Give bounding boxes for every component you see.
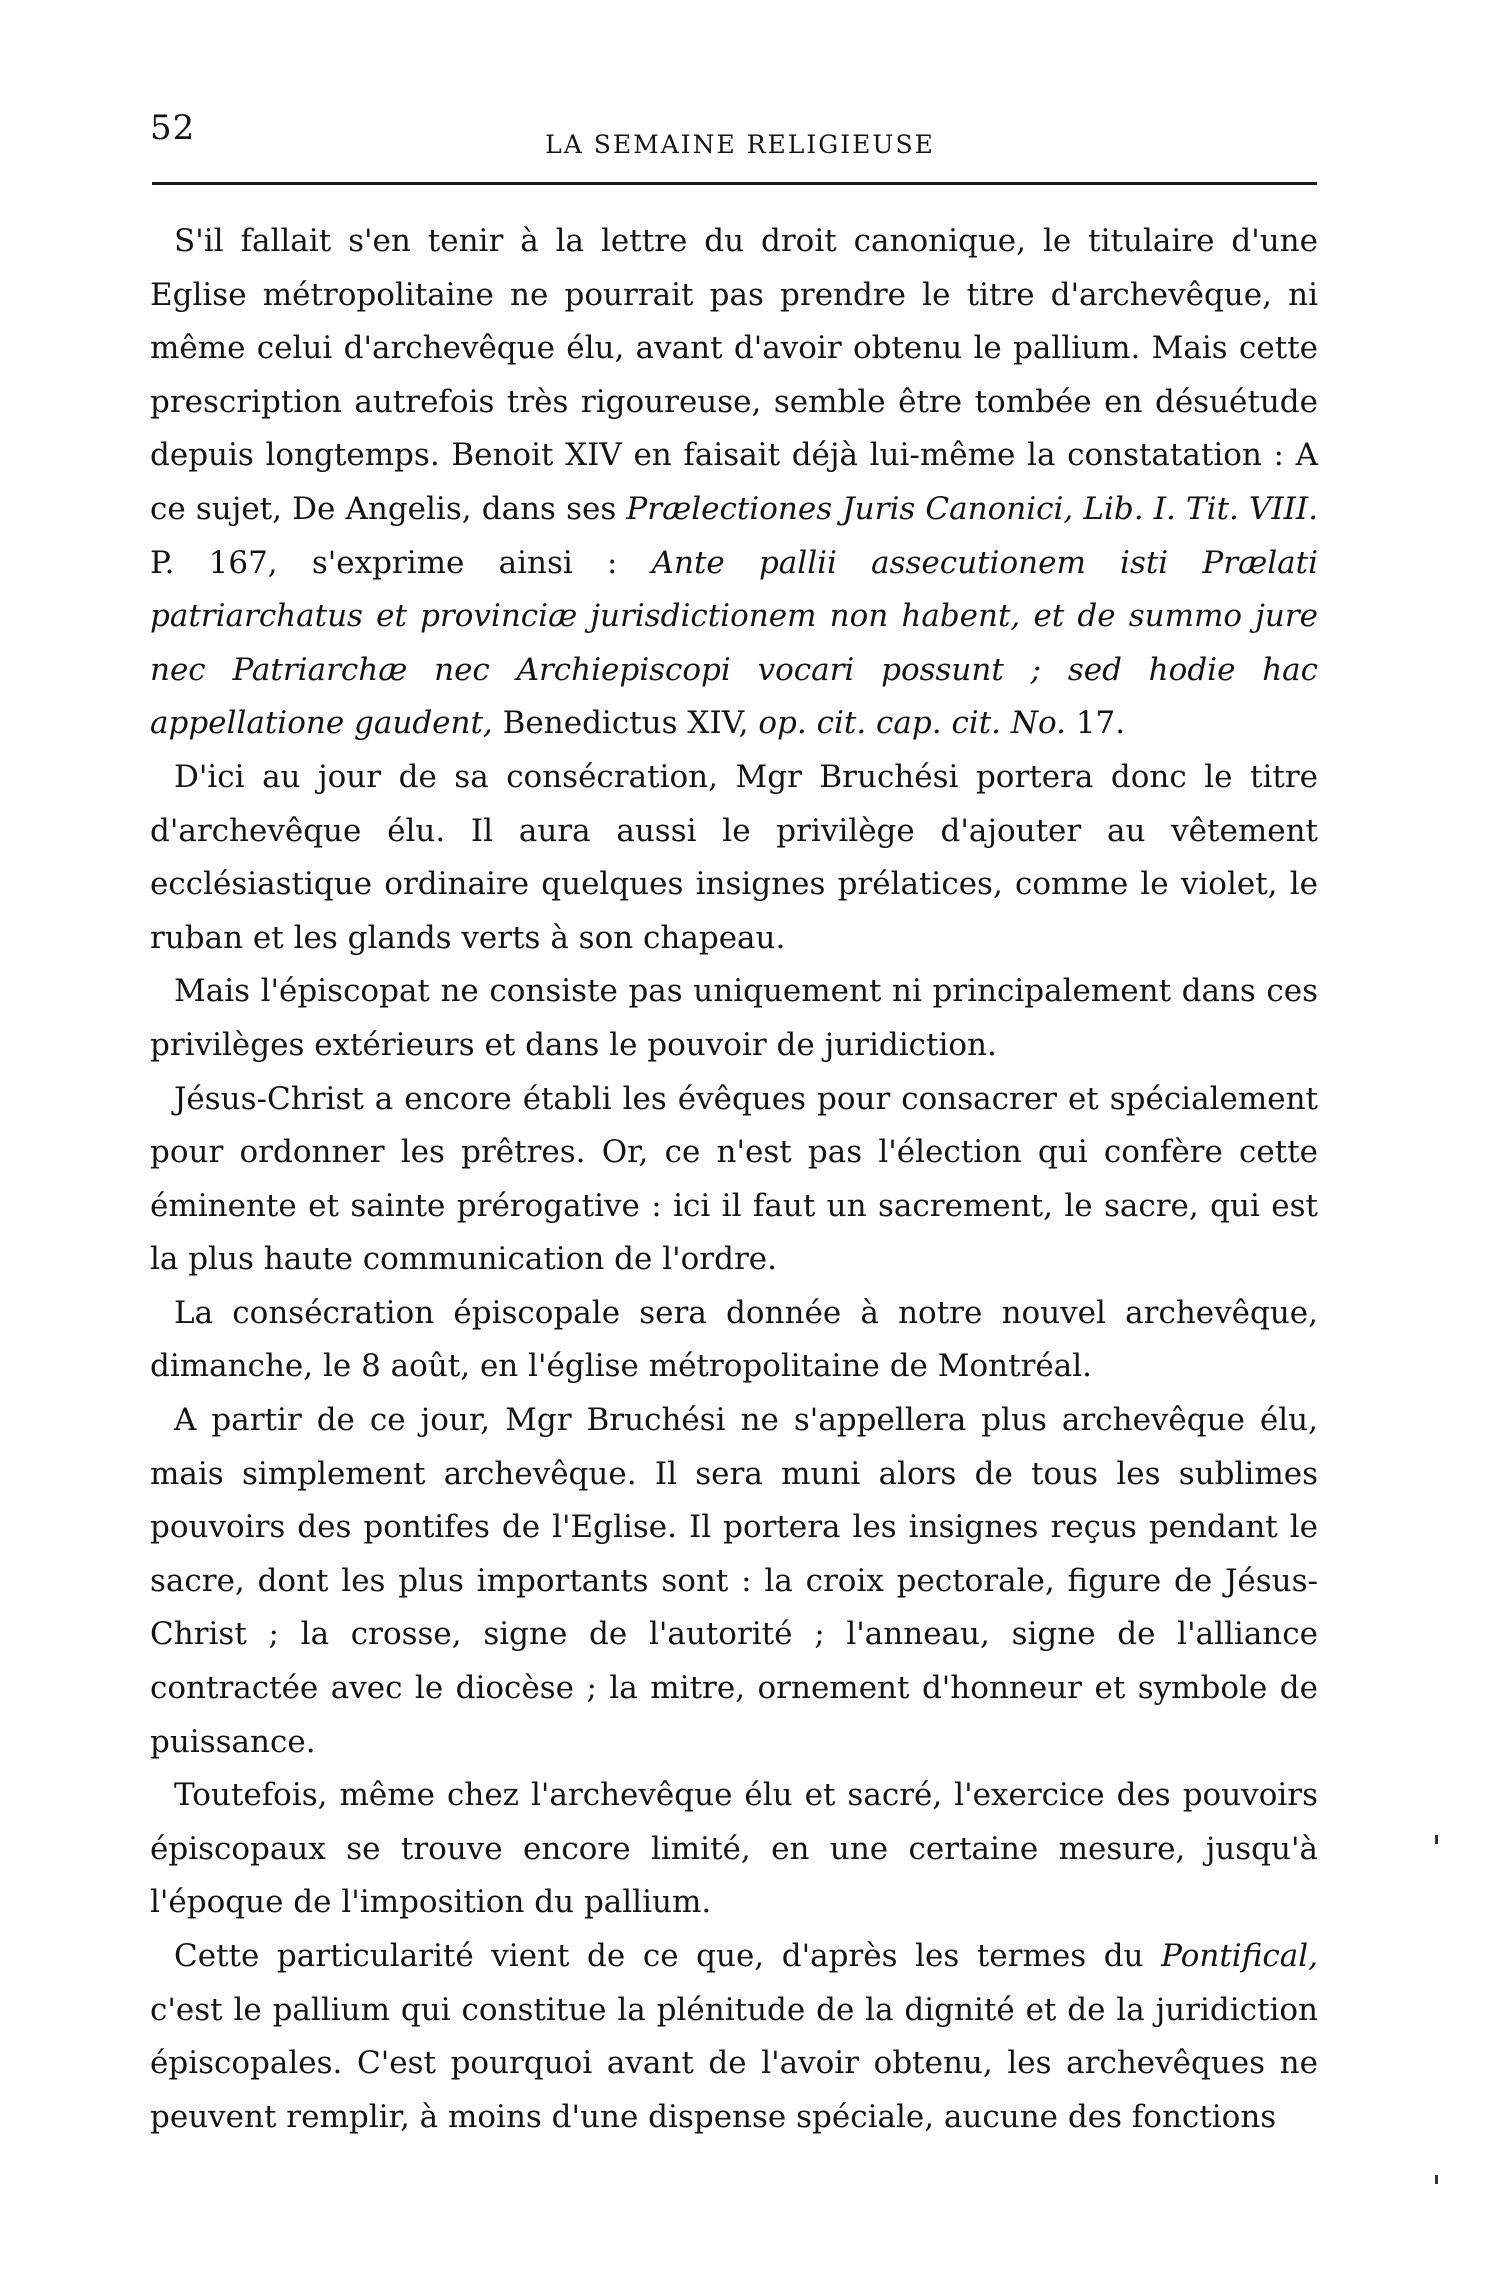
paragraph-1-citation: Prælectiones Juris Canonici, Lib. I. Tit. VIII. (626, 490, 1318, 527)
paragraph-5: La consécration épiscopale sera donnée à notre nouvel archevêque, dimanche, le 8 août, en l'église métropolitaine de Montréal. (150, 1294, 1318, 1385)
paragraph-1-reference: op. cit. cap. cit. No. (758, 705, 1066, 742)
paragraph-2: D'ici au jour de sa consécration, Mgr Bruchési portera donc le titre d'archevêque élu. Il aura aussi le privilège d'ajouter au vêtement ecclésiastique ordinaire quelques insignes prélatices, comme le violet, le ruban et les glands verts à son chapeau. (150, 758, 1318, 956)
margin-mark (1435, 1835, 1438, 1844)
paragraph-3: Mais l'épiscopat ne consiste pas uniquement ni principalement dans ces privilèges extérieurs et dans le pouvoir de juridiction. (150, 973, 1318, 1063)
paragraph-4: Jésus-Christ a encore établi les évêques pour consacrer et spécialement pour ordonner les prêtres. Or, ce n'est pas l'élection qui confère cette éminente et sainte prérogative : ici il faut un sacrement, le sacre, qui est la plus haute communication de l'ordre. (150, 1080, 1318, 1278)
running-title: LA SEMAINE RELIGIEUSE (545, 130, 935, 159)
paragraph-8 (150, 1930, 1318, 2144)
page-header (150, 108, 1330, 168)
paragraph-1-text-g: 17. (1065, 705, 1126, 742)
paragraph-8-pontifical: Pontifical, (1161, 1938, 1318, 1974)
body-text (150, 215, 1318, 2144)
margin-mark (1435, 2175, 1438, 2184)
paragraph-7: Toutefois, même chez l'archevêque élu et sacré, l'exercice des pouvoirs épiscopaux se trouve encore limité, en une certaine mesure, jusqu'à l'époque de l'imposition du pallium. (150, 1777, 1318, 1921)
paragraph-1-latin-quote: Ante pallii assecutionem isti Prælati patriarchatus et provinciæ jurisdictionem non habent, et de summo jure nec Patriarchæ nec Archiepiscopi vocari possunt ; sed hodie hac appellatione gaudent, (150, 544, 1318, 742)
paragraph-1-text-c: P. 167, s'exprime ainsi : (150, 544, 652, 581)
paragraph-6: A partir de ce jour, Mgr Bruchési ne s'appellera plus archevêque élu, mais simplement archevêque. Il sera muni alors de tous les sublimes pouvoirs des pontifes de l'Eglise. Il portera les insignes reçus pendant le sacre, dont les plus importants sont : la croix pectorale, figure de Jésus-Christ ; la crosse, signe de l'autorité ; l'anneau, signe de l'alliance contractée avec le diocèse ; la mitre, ornement d'honneur et symbole de puissance. (150, 1402, 1318, 1760)
paragraph-1 (150, 215, 1318, 751)
paragraph-8-text-c: c'est le pallium qui constitue la plénitude de la dignité et de la juridiction épiscopales. C'est pourquoi avant de l'avoir obtenu, les archevêques ne peuvent remplir, à moins d'une dispense spéciale, aucune des fonctions (150, 1991, 1318, 2135)
paragraph-1-text-a: S'il fallait s'en tenir à la lettre du droit canonique, le titulaire d'une Eglise métropolitaine ne pourrait pas prendre le titre d'archevêque, ni même celui d'archevêque élu, avant d'avoir obtenu le pallium. Mais cette prescription autrefois très rigoureuse, semble être tombée en désuétude depuis longtemps. Benoit XIV en faisait déjà lui-même la constatation : A ce sujet, De Angelis, dans ses (150, 223, 1318, 527)
header-rule (152, 182, 1317, 185)
paragraph-8-text-a: Cette particularité vient de ce que, d'après les termes du (174, 1938, 1162, 1974)
paragraph-1-text-e: Benedictus XIV, (492, 705, 759, 742)
page-number: 52 (150, 108, 196, 148)
